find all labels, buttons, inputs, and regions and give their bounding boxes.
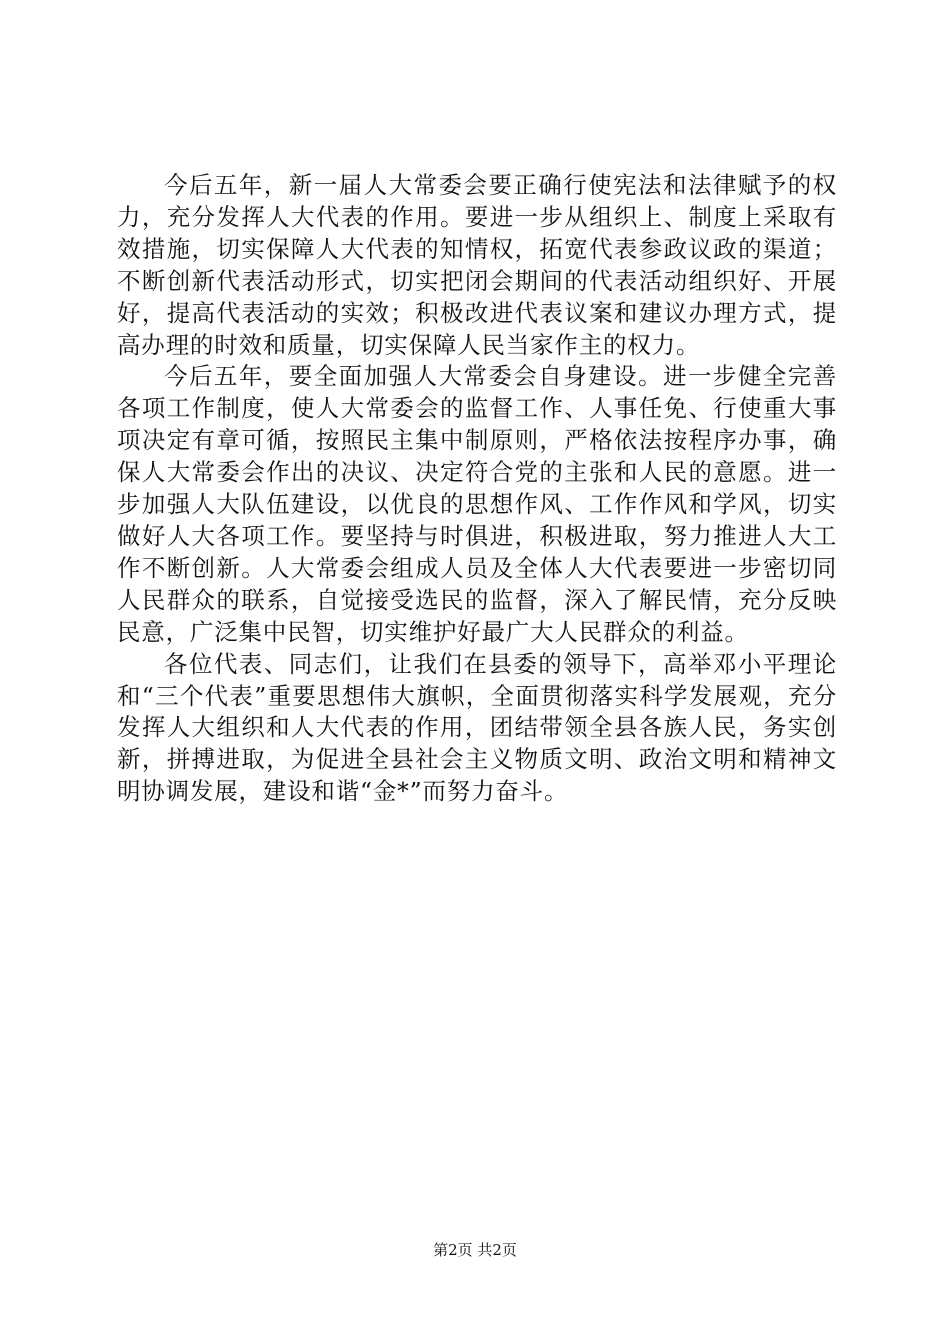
paragraph-self-construction: 今后五年，要全面加强人大常委会自身建设。进一步健全完善各项工作制度，使人大常委会的监督工作、人事任免、行使重大事项决定有章可循，按照民主集中制原则，严格依法按程序办事，确保人大常委会作出的决议、决定符合党的主张和人民的意愿。进一步加强人大队伍建设，以优良的思想作风、工作作风和学风，切实做好人大各项工作。要坚持与时俱进，积极进取，努力推进人大工作不断创新。人大常委会组成人员及全体人大代表要进一步密切同人民群众的联系，自觉接受选民的监督，深入了解民情，充分反映民意，广泛集中民智，切实维护好最广大人民群众的利益。	[117, 362, 837, 646]
paragraph-closing-call: 各位代表、同志们，让我们在县委的领导下，高举邓小平理论和“三个代表”重要思想伟大旗帜，全面贯彻落实科学发展观，充分发挥人大组织和人大代表的作用，团结带领全县各族人民，务实创新，拼搏进取，为促进全县社会主义物质文明、政治文明和精神文明协调发展，建设和谐“金*”而努力奋斗。	[117, 649, 837, 806]
paragraph-representatives-role: 今后五年，新一届人大常委会要正确行使宪法和法律赋予的权力，充分发挥人大代表的作用。要进一步从组织上、制度上采取有效措施，切实保障人大代表的知情权，拓宽代表参政议政的渠道；不断创新代表活动形式，切实把闭会期间的代表活动组织好、开展好，提高代表活动的实效；积极改进代表议案和建议办理方式，提高办理的时效和质量，切实保障人民当家作主的权力。	[117, 171, 837, 359]
page-number-footer: 第2页 共2页	[433, 1241, 517, 1259]
document-body	[117, 170, 837, 808]
